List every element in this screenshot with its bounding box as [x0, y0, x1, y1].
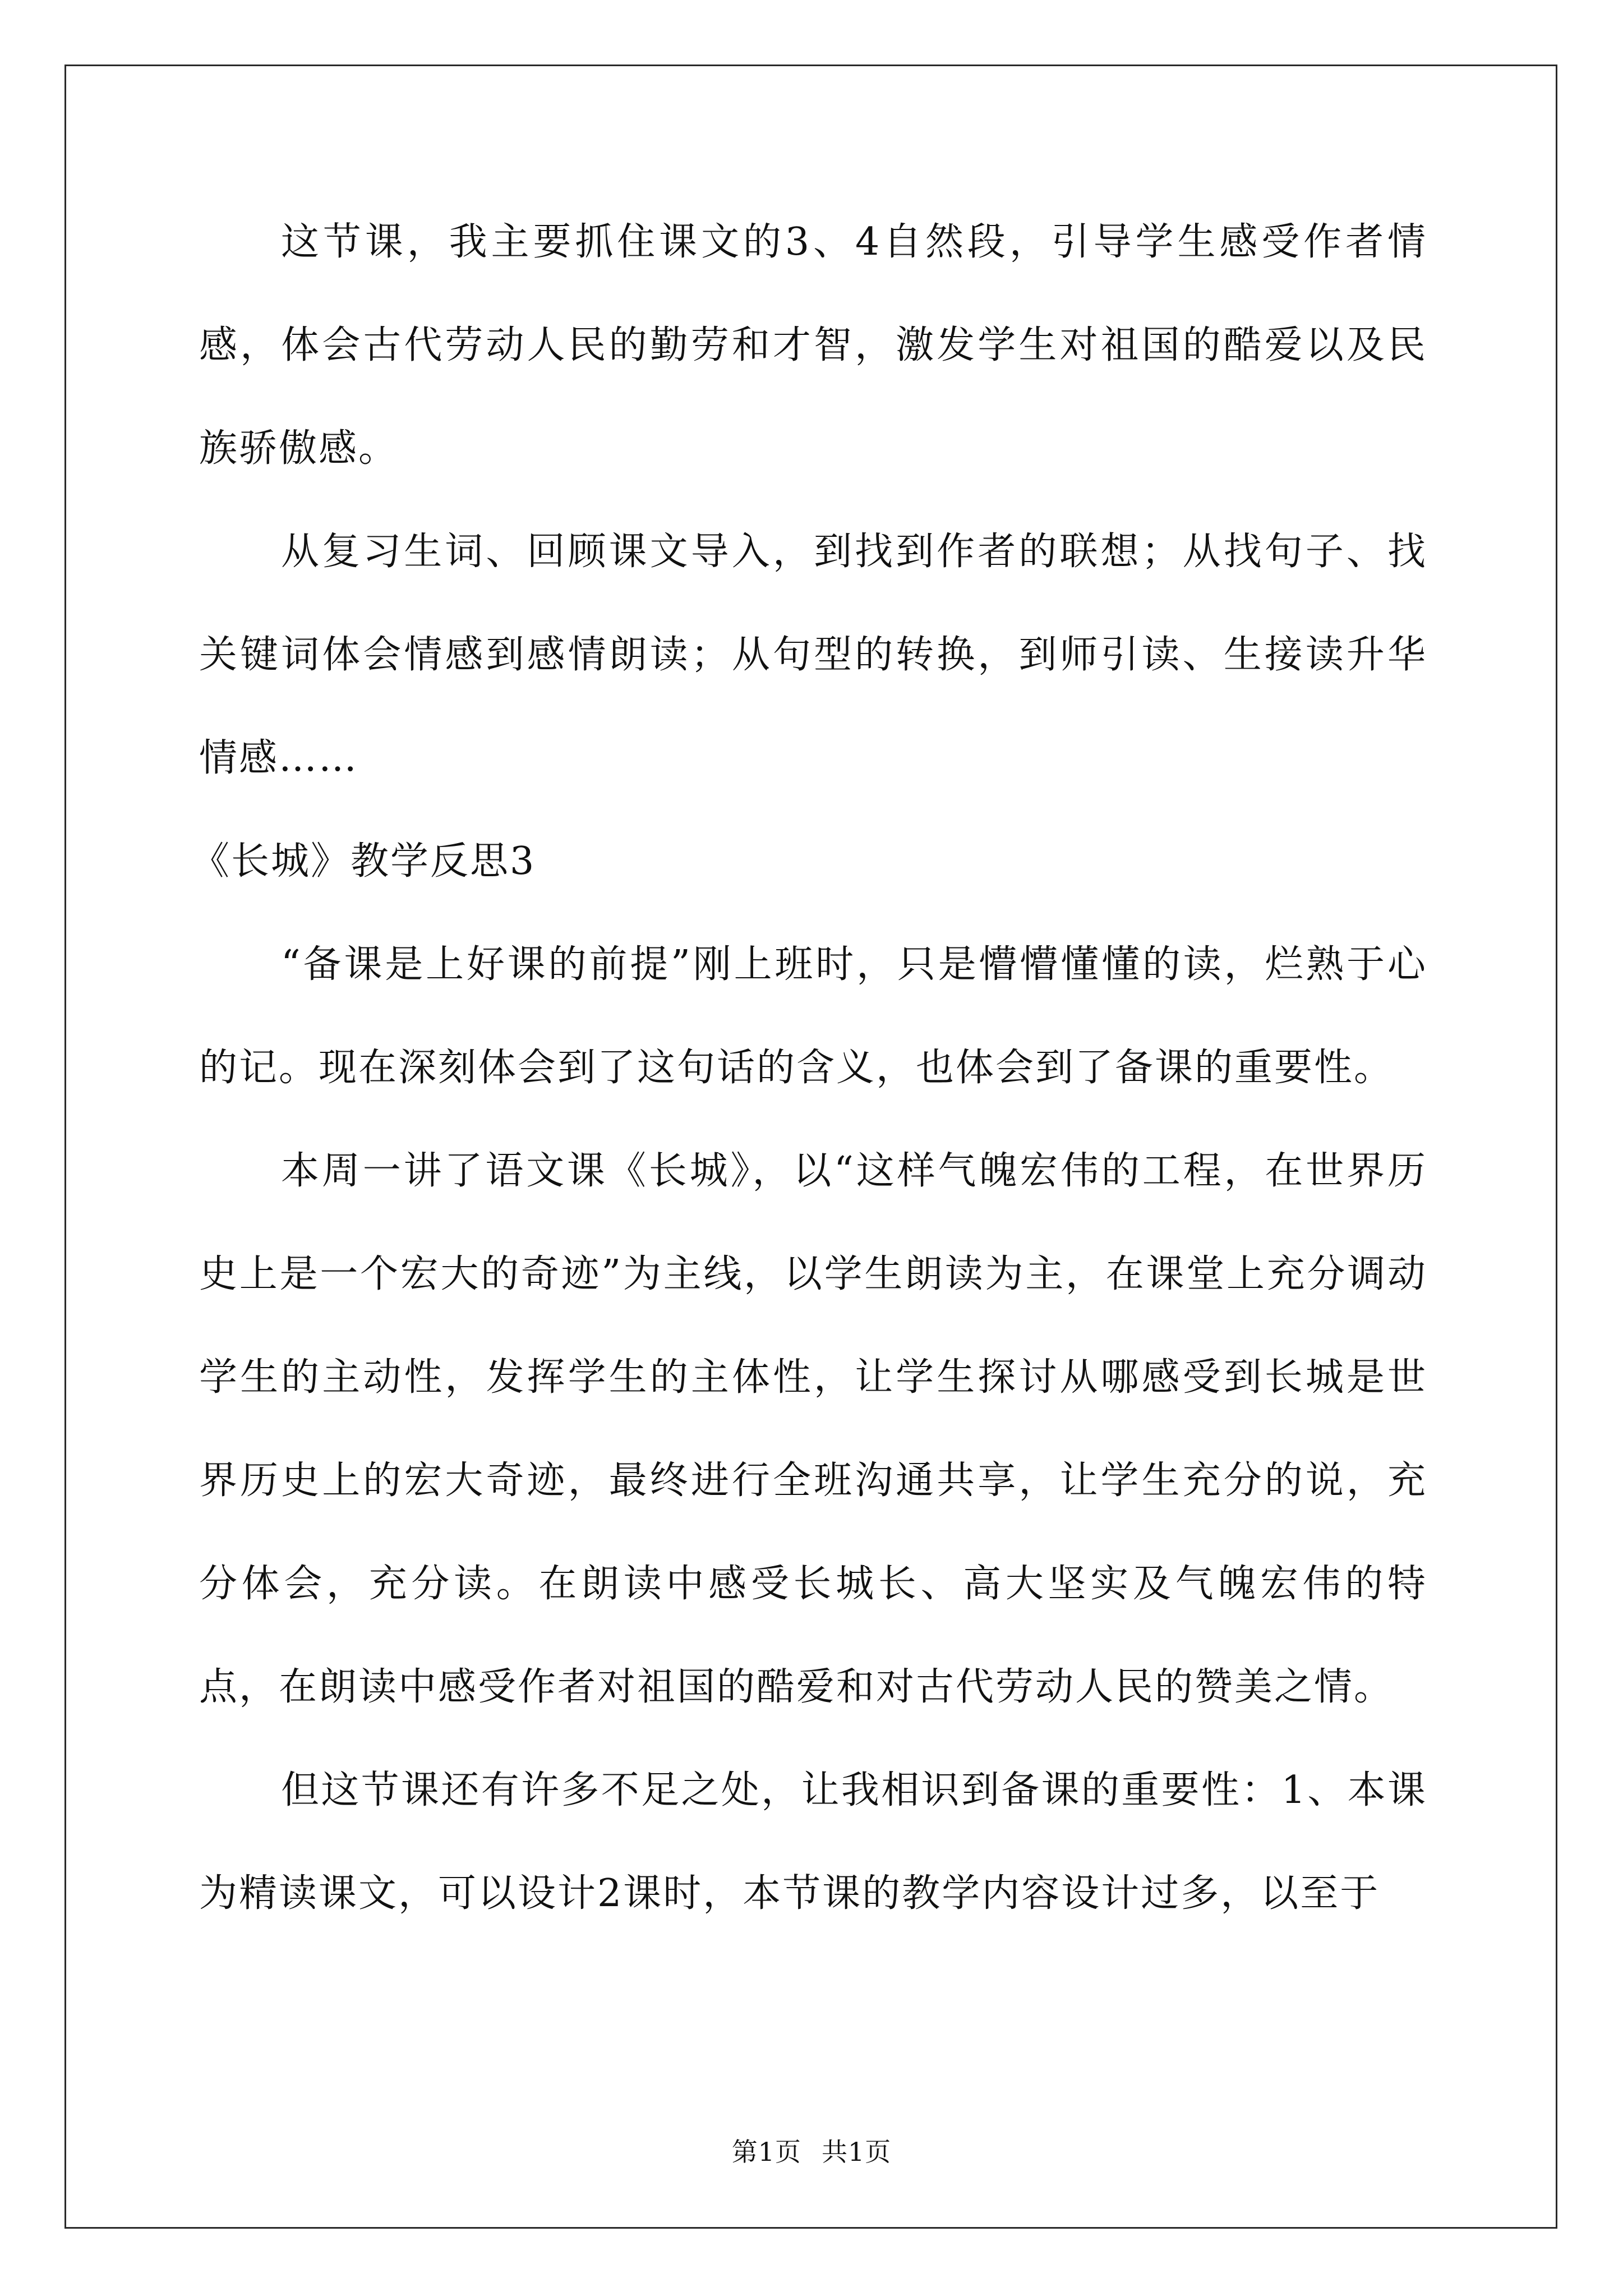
paragraph-5: 但这节课还有许多不足之处，让我相识到备课的重要性：1、本课为精读课文，可以设计2课时，本节课的教学内容设计过多，以至于: [199, 1768, 1427, 1916]
section-heading: 《长城》教学反思3: [191, 839, 536, 884]
document-body: [191, 191, 1427, 1945]
paragraph-4: 本周一讲了语文课《长城》，以“这样气魄宏伟的工程，在世界历史上是一个宏大的奇迹”为主线，以学生朗读为主，在课堂上充分调动学生的主动性，发挥学生的主体性，让学生探讨从哪感受到长城是世界历史上的宏大奇迹，最终进行全班沟通共享，让学生充分的说，充分体会，充分读。在朗读中感受长城长、高大坚实及气魄宏伟的特点，在朗读中感受作者对祖国的酷爱和对古代劳动人民的赞美之情。: [199, 1149, 1427, 1709]
paragraph-3: “备课是上好课的前提”刚上班时，只是懵懵懂懂的读，烂熟于心的记。现在深刻体会到了这句话的含义，也体会到了备课的重要性。: [199, 942, 1427, 1090]
page-footer: [0, 2132, 1623, 2169]
paragraph-2: 从复习生词、回顾课文导入，到找到作者的联想；从找句子、找关键词体会情感到感情朗读；从句型的转换，到师引读、生接读升华情感……: [199, 530, 1427, 780]
page-total: 共1页: [822, 2137, 892, 2167]
paragraph-1: 这节课，我主要抓住课文的3、4自然段，引导学生感受作者情感，体会古代劳动人民的勤劳和才智，激发学生对祖国的酷爱以及民族骄傲感。: [199, 220, 1427, 471]
page-number: 第1页: [731, 2137, 801, 2167]
